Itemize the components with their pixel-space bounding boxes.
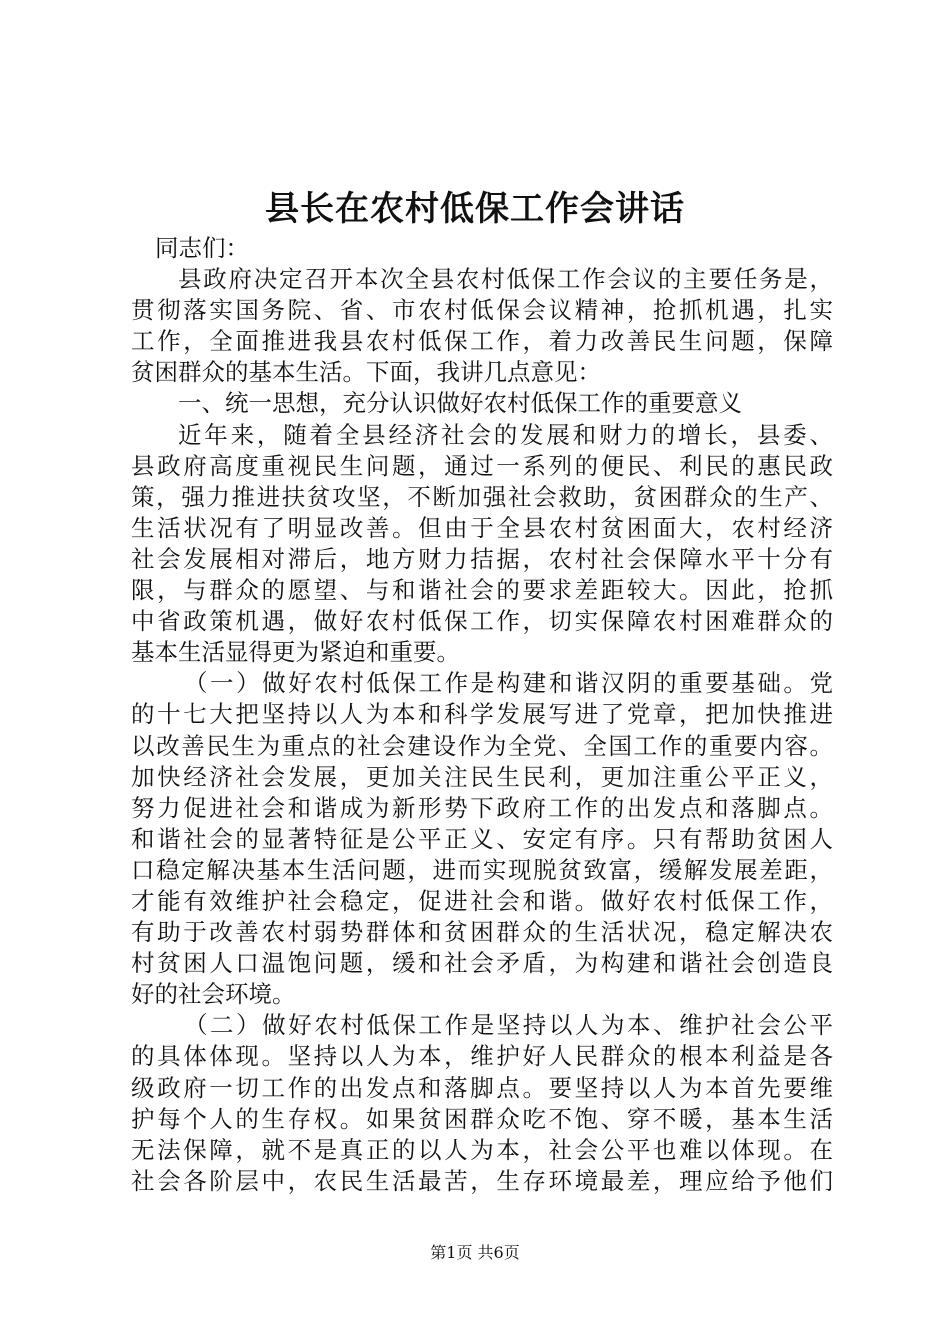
body-line: 有助于改善农村弱势群体和贫困群众的生活状况，稳定解决农 (131, 918, 833, 947)
body-line: 的十七大把坚持以人为本和科学发展写进了党章，把加快推进 (131, 700, 833, 729)
body-line: 的具体体现。坚持以人为本，维护好人民群众的根本利益是各 (131, 1042, 833, 1071)
page-footer: 第1页 共6页 (430, 1243, 520, 1262)
section-heading-1: 一、统一思想，充分认识做好农村低保工作的重要意义 (178, 389, 742, 418)
body-line: 无法保障，就不是真正的以人为本，社会公平也难以体现。在 (131, 1135, 833, 1164)
body-line: 贯彻落实国务院、省、市农村低保会议精神，抢抓机遇，扎实 (131, 296, 833, 325)
document-title: 县长在农村低保工作会讲话 (265, 189, 685, 229)
body-line: 工作，全面推进我县农村低保工作，着力改善民生问题，保障 (131, 327, 833, 356)
body-line: 好的社会环境。 (131, 980, 296, 1009)
body-line: 基本生活显得更为紧迫和重要。 (131, 638, 460, 667)
body-line: 限，与群众的愿望、与和谐社会的要求差距较大。因此，抢抓 (131, 576, 833, 605)
body-line: 社会各阶层中，农民生活最苦，生存环境最差，理应给予他们 (131, 1166, 833, 1195)
subsection-line: （一）做好农村低保工作是构建和谐汉阴的重要基础。党 (184, 669, 833, 698)
body-line: 级政府一切工作的出发点和落脚点。要坚持以人为本首先要维 (131, 1073, 833, 1102)
body-line: 近年来，随着全县经济社会的发展和财力的增长，县委、 (178, 420, 833, 449)
document-body (131, 233, 833, 1197)
body-line: 村贫困人口温饱问题，缓和社会矛盾，为构建和谐社会创造良 (131, 949, 833, 978)
body-line: 护每个人的生存权。如果贫困群众吃不饱、穿不暖，基本生活 (131, 1104, 833, 1133)
body-line: 生活状况有了明显改善。但由于全县农村贫困面大，农村经济 (131, 513, 833, 542)
body-line: 口稳定解决基本生活问题，进而实现脱贫致富，缓解发展差距， (131, 855, 833, 884)
subsection-line: （二）做好农村低保工作是坚持以人为本、维护社会公平 (184, 1011, 833, 1040)
body-line: 县政府决定召开本次全县农村低保工作会议的主要任务是， (178, 265, 833, 294)
body-line: 县政府高度重视民生问题，通过一系列的便民、利民的惠民政 (131, 451, 833, 480)
body-line: 和谐社会的显著特征是公平正义、安定有序。只有帮助贫困人 (131, 824, 833, 853)
body-line: 策，强力推进扶贫攻坚，不断加强社会救助，贫困群众的生产、 (131, 482, 833, 511)
body-line: 努力促进社会和谐成为新形势下政府工作的出发点和落脚点。 (131, 793, 833, 822)
body-line: 社会发展相对滞后，地方财力拮据，农村社会保障水平十分有 (131, 544, 833, 573)
body-line: 中省政策机遇，做好农村低保工作，切实保障农村困难群众的 (131, 607, 833, 636)
body-line: 以改善民生为重点的社会建设作为全党、全国工作的重要内容。 (131, 731, 833, 760)
body-line: 贫困群众的基本生活。下面，我讲几点意见： (131, 358, 601, 387)
body-line: 加快经济社会发展，更加关注民生民利，更加注重公平正义， (131, 762, 833, 791)
body-line: 才能有效维护社会稳定，促进社会和谐。做好农村低保工作， (131, 886, 833, 915)
salutation-line: 同志们： (155, 234, 249, 262)
